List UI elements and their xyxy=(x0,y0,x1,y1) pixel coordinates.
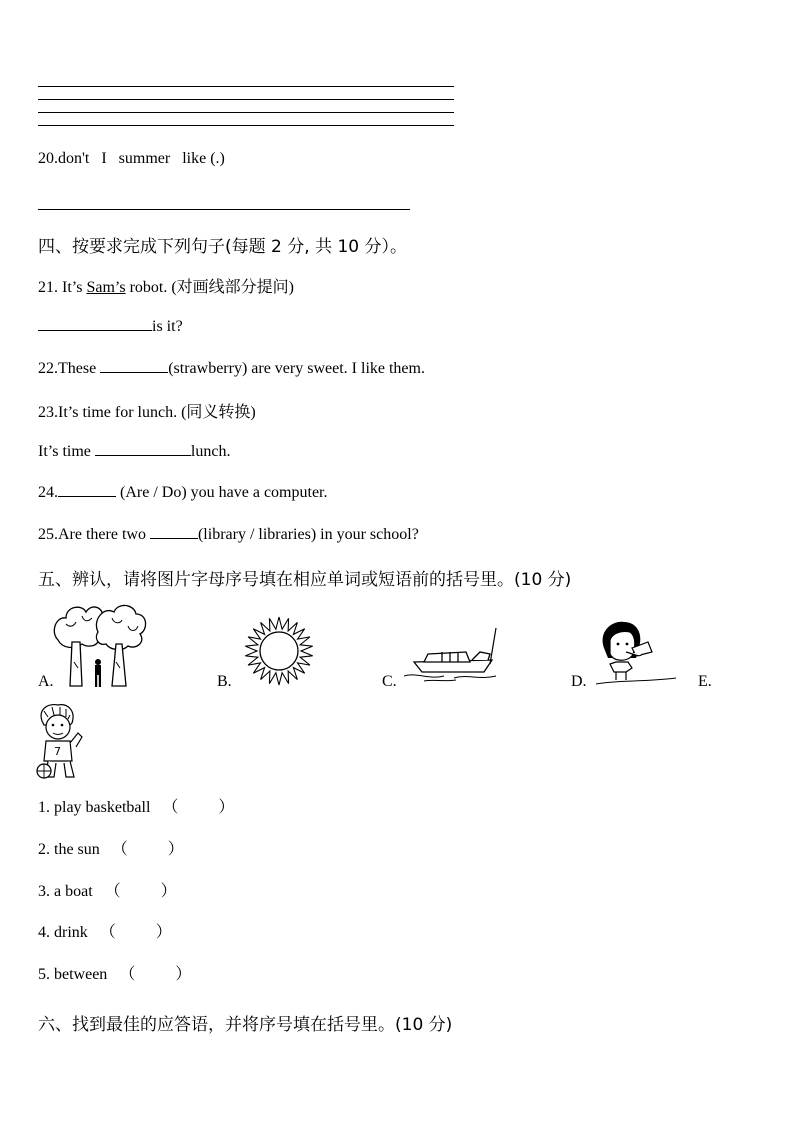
sun-icon xyxy=(242,614,316,688)
list-item: 4. drink （ ） xyxy=(38,924,172,941)
girl-drinking-icon xyxy=(596,618,676,686)
boy-basketball-icon xyxy=(34,703,90,781)
answer-23: It’s time lunch. xyxy=(38,443,231,460)
writing-line-2 xyxy=(38,99,454,100)
answer-blank-24[interactable] xyxy=(58,482,116,497)
section-5-title: 五、辨认，请将图片字母序号填在相应单词或短语前的括号里。(10 分) xyxy=(38,570,572,590)
picture-label-c: C. xyxy=(382,673,397,690)
question-22: 22.These (strawberry) are very sweet. I like them. xyxy=(38,360,425,377)
answer-parentheses[interactable]: （ ） xyxy=(119,966,192,983)
picture-label-d: D. xyxy=(571,673,587,690)
answer-blank-22[interactable] xyxy=(100,358,168,373)
answer-parentheses[interactable]: （ ） xyxy=(104,883,177,900)
answer-blank-25[interactable] xyxy=(150,524,198,539)
list-item: 2. the sun （ ） xyxy=(38,841,184,858)
underlined-word: Sam’s xyxy=(86,279,126,296)
question-24: 24. (Are / Do) you have a computer. xyxy=(38,484,328,501)
list-item: 1. play basketball （ ） xyxy=(38,799,235,816)
answer-parentheses[interactable]: （ ） xyxy=(162,799,235,816)
writing-line-4 xyxy=(38,125,454,126)
answer-blank-21[interactable] xyxy=(38,316,152,331)
writing-line-3 xyxy=(38,112,454,113)
answer-parentheses[interactable]: （ ） xyxy=(111,841,184,858)
list-item: 5. between （ ） xyxy=(38,966,192,983)
question-21: 21. It’s Sam’s robot. (对画线部分提问) xyxy=(38,279,295,296)
trees-with-person-icon xyxy=(52,602,148,688)
picture-label-e: E. xyxy=(698,673,712,690)
section-4-title: 四、按要求完成下列句子(每题 2 分, 共 10 分）。 xyxy=(38,237,408,257)
boat-icon xyxy=(404,624,504,682)
picture-label-a: A. xyxy=(38,673,54,690)
picture-label-b: B. xyxy=(217,673,232,690)
answer-blank-23[interactable] xyxy=(95,441,191,456)
svg-text:7: 7 xyxy=(54,745,61,758)
answer-parentheses[interactable]: （ ） xyxy=(99,924,172,941)
answer-line-20[interactable] xyxy=(38,209,410,210)
writing-line-1 xyxy=(38,86,454,87)
question-25: 25.Are there two (library / libraries) in your school? xyxy=(38,526,419,543)
question-23: 23.It’s time for lunch. (同义转换) xyxy=(38,404,256,421)
list-item: 3. a boat （ ） xyxy=(38,883,177,900)
section-6-title: 六、找到最佳的应答语，并将序号填在括号里。(10 分) xyxy=(38,1015,453,1035)
answer-21: is it? xyxy=(38,316,183,336)
question-20: 20.don't I summer like (.) xyxy=(38,150,225,167)
